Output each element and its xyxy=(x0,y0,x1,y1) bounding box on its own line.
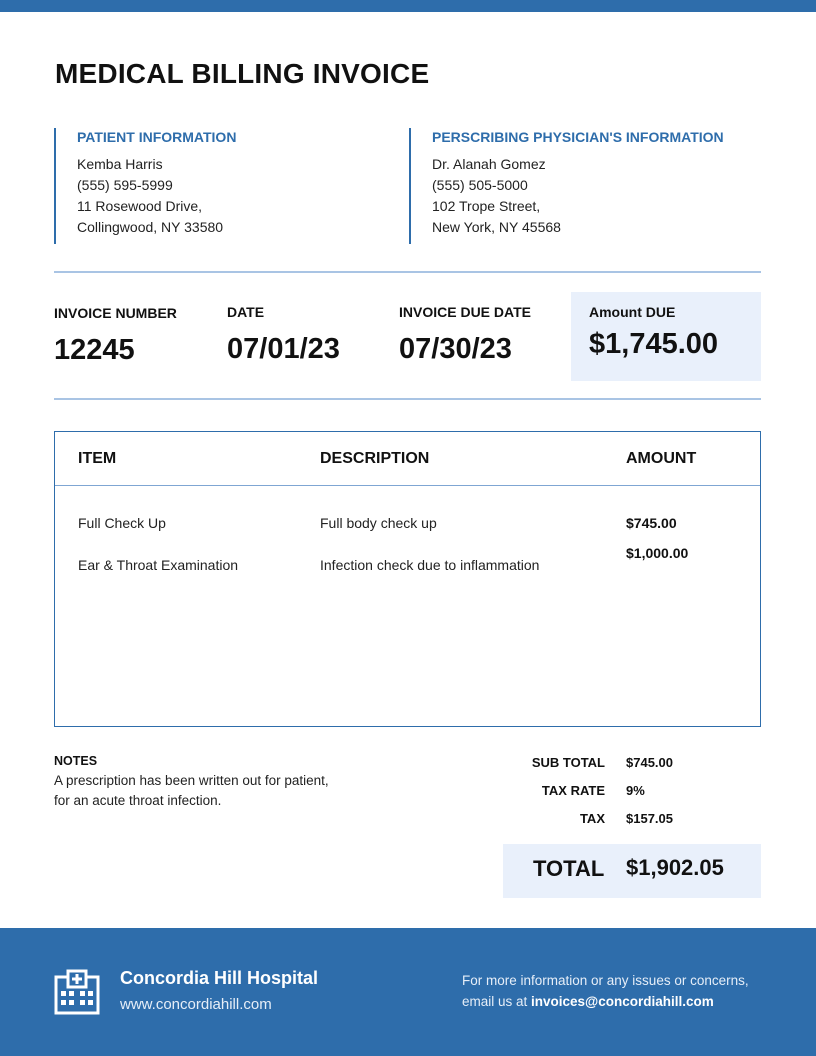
row-2-item: Ear & Throat Examination xyxy=(78,557,239,573)
row-2-amount: $1,000.00 xyxy=(626,545,689,561)
row-1-amount: $745.00 xyxy=(626,515,677,531)
date-group xyxy=(227,304,340,366)
physician-address-line1: 102 Trope Street, xyxy=(432,198,541,214)
table-header xyxy=(55,432,760,486)
date-label: DATE xyxy=(227,304,265,320)
invoice-number-group xyxy=(54,304,177,367)
hospital-name: Concordia Hill Hospital xyxy=(120,968,319,988)
total-value: $1,902.05 xyxy=(626,855,724,880)
hospital-website-link[interactable]: www.concordiahill.com xyxy=(120,996,272,1013)
physician-info-block xyxy=(409,128,739,244)
due-date-group xyxy=(399,304,531,366)
invoice-number-value: 12245 xyxy=(54,334,135,366)
invoice-title: MEDICAL BILLING INVOICE xyxy=(55,58,430,89)
contact-email-link[interactable]: invoices@concordiahill.com xyxy=(531,994,714,1009)
tax-rate-label: TAX RATE xyxy=(541,783,605,798)
notes-label: NOTES xyxy=(54,754,98,768)
contact-line2 xyxy=(462,991,782,1012)
patient-info-block xyxy=(54,128,384,244)
patient-address-line2: Collingwood, NY 33580 xyxy=(77,219,224,235)
patient-address-line1: 11 Rosewood Drive, xyxy=(77,198,203,214)
row-2-description: Infection check due to inflammation xyxy=(320,557,540,573)
top-accent-bar xyxy=(0,0,816,12)
tax-label: TAX xyxy=(579,811,605,826)
column-header-item: ITEM xyxy=(78,450,117,467)
tax-value: $157.05 xyxy=(626,811,673,826)
invoice-number-label: INVOICE NUMBER xyxy=(54,305,177,321)
notes-line1: A prescription has been written out for patient, xyxy=(54,773,329,788)
total-box xyxy=(503,844,761,898)
contact-line1: For more information or any issues or concerns, xyxy=(462,973,749,988)
physician-info-heading: PERSCRIBING PHYSICIAN'S INFORMATION xyxy=(432,129,724,145)
line-items-table xyxy=(54,431,761,727)
patient-phone: (555) 595-5999 xyxy=(77,177,173,193)
row-1-description: Full body check up xyxy=(320,515,437,531)
amount-due-value: $1,745.00 xyxy=(589,328,719,360)
footer xyxy=(0,928,816,1056)
subtotal-value: $745.00 xyxy=(626,755,673,770)
notes-line2: for an acute throat infection. xyxy=(54,793,222,808)
amount-due-box xyxy=(571,292,761,381)
divider-middle xyxy=(54,398,761,400)
subtotal-label: SUB TOTAL xyxy=(531,755,605,770)
due-date-label: INVOICE DUE DATE xyxy=(399,304,531,320)
notes-section xyxy=(54,754,374,811)
tax-rate-value: 9% xyxy=(626,783,645,798)
physician-name: Dr. Alanah Gomez xyxy=(432,156,546,172)
total-label: TOTAL xyxy=(533,856,605,881)
hospital-icon xyxy=(54,969,100,1015)
due-date-value: 07/30/23 xyxy=(399,333,512,365)
divider-top xyxy=(54,271,761,273)
amount-due-label: Amount DUE xyxy=(589,304,676,320)
contact-info xyxy=(462,970,782,1012)
date-value: 07/01/23 xyxy=(227,333,340,365)
column-header-amount: AMOUNT xyxy=(626,450,697,467)
column-header-description: DESCRIPTION xyxy=(320,450,430,467)
physician-address-line2: New York, NY 45568 xyxy=(432,219,561,235)
patient-name: Kemba Harris xyxy=(77,156,163,172)
row-1-item: Full Check Up xyxy=(78,515,166,531)
contact-prefix: email us at xyxy=(462,994,532,1009)
patient-info-heading: PATIENT INFORMATION xyxy=(77,129,237,145)
physician-phone: (555) 505-5000 xyxy=(432,177,528,193)
